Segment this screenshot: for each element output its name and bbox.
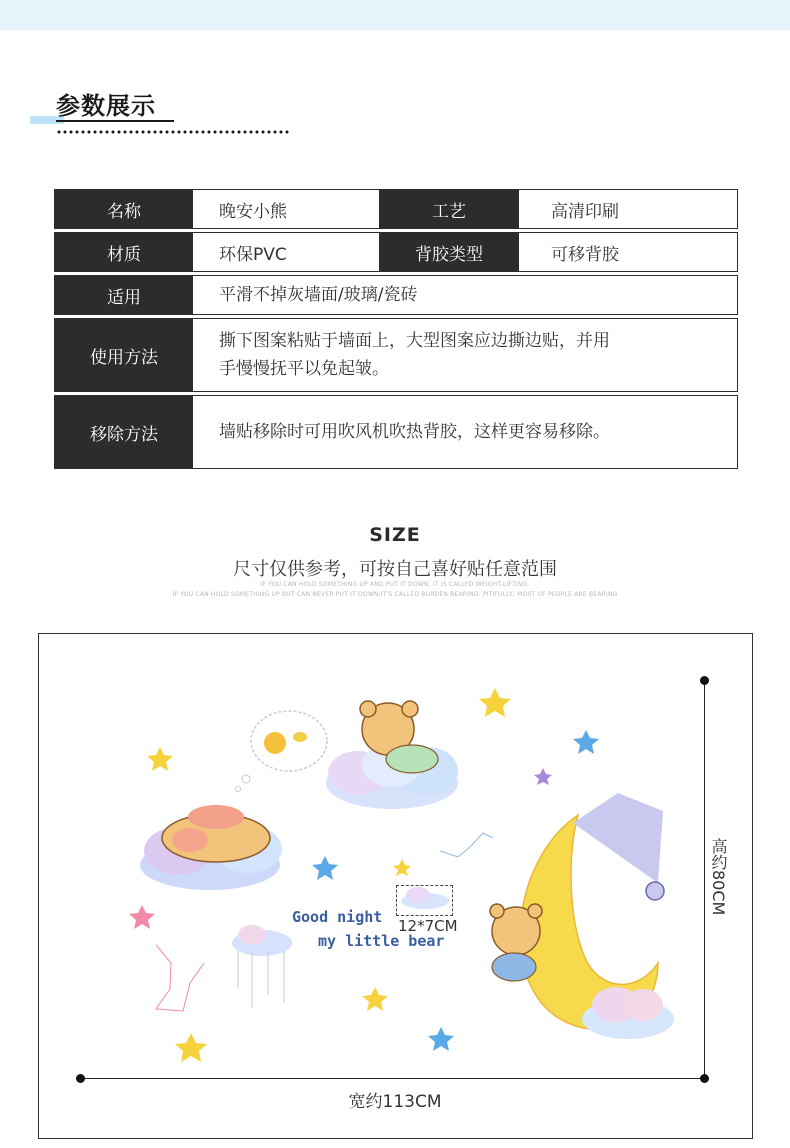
spec-value-material: 环保PVC bbox=[219, 244, 287, 265]
spec-label-material: 材质 bbox=[55, 233, 193, 271]
spec-row-material bbox=[54, 232, 738, 272]
size-heading bbox=[0, 524, 790, 546]
spec-value-removal: 墙贴移除时可用吹风机吹热背胶，这样更容易移除。 bbox=[219, 422, 610, 442]
constellation-right bbox=[440, 833, 493, 857]
artwork-text-line-2: my little bear bbox=[318, 932, 445, 950]
section-title: 参数展示 bbox=[56, 92, 156, 120]
fine-print-line-2: IF YOU CAN HOLD SOMETHING UP BUT CAN NEVER PUT IT DOWN,IT'S CALLED BURDEN BEARING. PITIFULLY, MOST OF PEOPLE ARE BEARING bbox=[172, 591, 618, 598]
sample-size-label: 12*7CM bbox=[398, 917, 458, 935]
bear-on-moon bbox=[490, 904, 542, 981]
dimension-dot-corner bbox=[700, 1074, 709, 1083]
title-dotted-divider bbox=[56, 129, 290, 135]
fine-print-line-1: IF YOU CAN HOLD SOMETHING UP AND PUT IT DOWN, IT IS CALLED WEIGHT-LIFTING. bbox=[260, 581, 530, 588]
height-label: 高约80CM bbox=[709, 838, 728, 916]
spec-label-craft: 工艺 bbox=[379, 190, 519, 228]
constellation-left bbox=[156, 945, 204, 1011]
width-label: 宽约113CM bbox=[348, 1092, 442, 1112]
spec-label-method: 使用方法 bbox=[55, 319, 193, 391]
spec-value-name: 晚安小熊 bbox=[219, 201, 287, 222]
spec-row-method bbox=[54, 318, 738, 392]
top-banner bbox=[0, 0, 790, 30]
spec-value-method: 撕下图案粘贴于墙面上，大型图案应边撕边贴，并用手慢慢抚平以免起皱。 bbox=[219, 331, 610, 379]
spec-label-usage: 适用 bbox=[55, 276, 193, 314]
title-underline bbox=[56, 120, 174, 122]
spec-label-adhesive: 背胶类型 bbox=[379, 233, 519, 271]
sample-size-box bbox=[396, 885, 453, 916]
spec-value-usage: 平滑不掉灰墙面/玻璃/瓷砖 bbox=[219, 285, 418, 305]
size-subtitle: 尺寸仅供参考，可按自己喜好贴任意范围 bbox=[233, 559, 557, 580]
spec-row-name bbox=[54, 189, 738, 229]
spec-table bbox=[54, 189, 738, 472]
spec-label-removal: 移除方法 bbox=[55, 396, 193, 468]
size-title: SIZE bbox=[365, 524, 425, 546]
thought-bubble bbox=[236, 711, 328, 792]
artwork-text-line-1: Good night bbox=[292, 908, 383, 926]
spec-row-usage bbox=[54, 275, 738, 315]
height-dimension-line bbox=[704, 680, 705, 1078]
spec-row-removal bbox=[54, 395, 738, 469]
spec-label-name: 名称 bbox=[55, 190, 193, 228]
dimension-dot-left bbox=[76, 1074, 85, 1083]
spec-value-adhesive: 可移背胶 bbox=[551, 244, 619, 265]
dimension-dot-top bbox=[700, 676, 709, 685]
cloud-rain bbox=[232, 925, 292, 1008]
spec-value-craft: 高清印刷 bbox=[551, 201, 619, 222]
width-dimension-line bbox=[80, 1078, 706, 1079]
bear-sleeping-left bbox=[162, 805, 270, 862]
